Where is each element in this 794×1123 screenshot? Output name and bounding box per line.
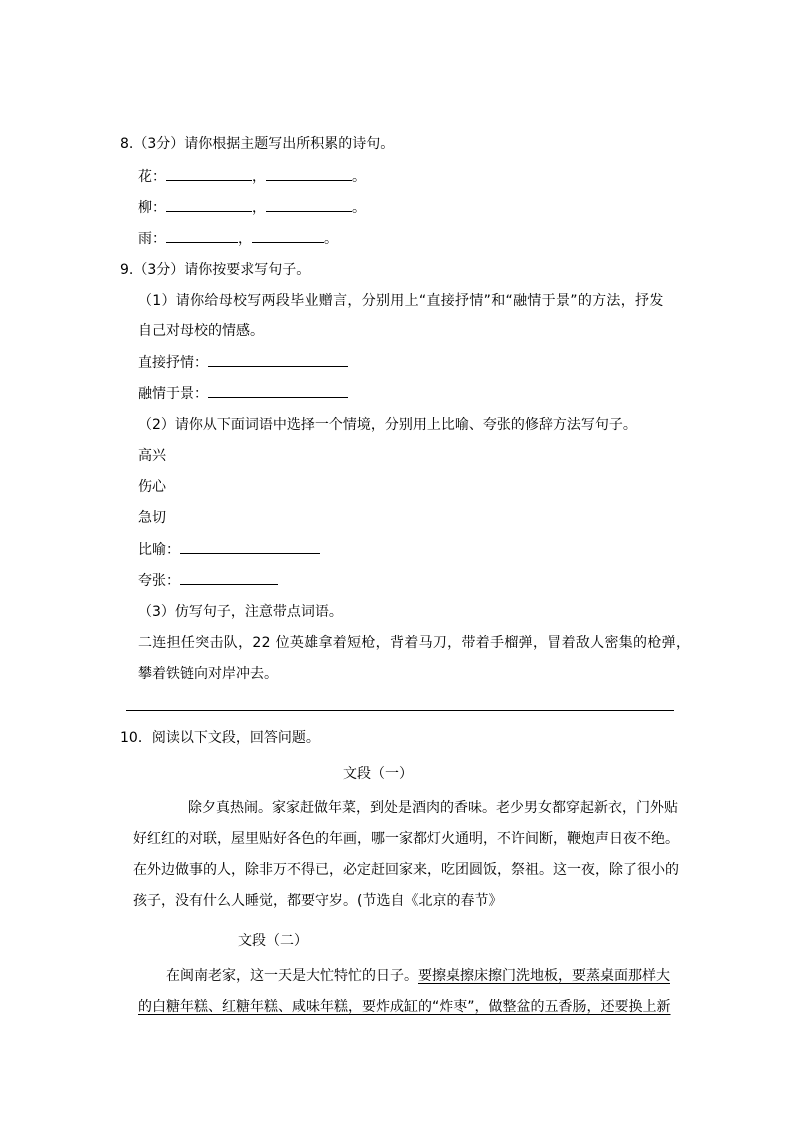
section1-line4: 孩子，没有什么人睡觉，都要守岁。(节选自《北京的春节》 [133,893,503,909]
rain-label: 雨： [138,231,166,247]
q9-part3-line: （3）仿写句子，注意带点词语。 [138,604,343,620]
direct-lyric-blank[interactable] [208,352,348,367]
period: 。 [324,231,338,247]
q8-title: 8.（3分）请你根据主题写出所积累的诗句。 [120,136,395,152]
period: 。 [352,169,366,185]
scene-lyric-blank[interactable] [208,383,348,398]
section2-line1 [166,966,670,986]
q8-willow-row [138,197,366,218]
scene-lyric-row [138,383,348,404]
metaphor-blank[interactable] [180,539,320,554]
comma: ， [252,169,266,185]
metaphor-row [138,539,320,560]
section-divider [126,710,674,711]
section1-line2: 好红红的对联，屋里贴好各色的年画，哪一家都灯火通明，不许间断，鞭炮声日夜不绝。 [133,831,679,847]
exaggerate-row [138,570,278,591]
rain-blank-2[interactable] [252,228,324,243]
word-option-3: 急切 [138,510,166,526]
word-option-1: 高兴 [138,448,166,464]
section2-title: 文段（二） [238,933,308,949]
section2-line2-underlined: 的白糖年糕、红糖年糕、咸味年糕，要炸成缸的“炸枣”，做整盆的五香肠，还要换上新 [138,999,671,1015]
q10-title: 10．阅读以下文段，回答问题。 [120,730,320,746]
direct-lyric-label: 直接抒情： [138,355,208,371]
q9-title: 9.（3分）请你按要求写句子。 [120,262,311,278]
flower-blank-1[interactable] [166,166,252,181]
willow-label: 柳： [138,200,166,216]
flower-blank-2[interactable] [266,166,352,181]
exaggerate-label: 夸张： [138,573,180,589]
q9-part2-line: （2）请你从下面词语中选择一个情境，分别用上比喻、夸张的修辞方法写句子。 [138,417,637,433]
comma: ， [238,231,252,247]
period: 。 [352,200,366,216]
sample-sentence-line2: 攀着铁链向对岸冲去。 [138,666,278,682]
section2-line1-underlined: 要擦桌擦床擦门洗地板，要蒸桌面那样大 [418,968,670,984]
willow-blank-1[interactable] [166,197,252,212]
q9-part1-line1: （1）请你给母校写两段毕业赠言，分别用上“直接抒情”和“融情于景”的方法，抒发 [138,293,664,309]
rain-blank-1[interactable] [166,228,238,243]
scene-lyric-label: 融情于景： [138,386,208,402]
section1-title: 文段（一） [343,766,413,782]
q8-rain-row [138,228,338,249]
direct-lyric-row [138,352,348,373]
willow-blank-2[interactable] [266,197,352,212]
flower-label: 花： [138,169,166,185]
exaggerate-blank[interactable] [180,570,278,585]
metaphor-label: 比喻： [138,542,180,558]
section2-line1-plain: 在闽南老家，这一天是大忙特忙的日子。 [166,968,418,984]
section1-line3: 在外边做事的人，除非万不得已，必定赶回家来，吃团圆饭，祭祖。这一夜，除了很小的 [133,862,679,878]
q9-part1-line2: 自己对母校的情感。 [138,323,264,339]
section1-line1: 除夕真热闹。家家赶做年菜，到处是酒肉的香味。老少男女都穿起新衣，门外贴 [188,800,678,816]
sample-sentence-line1: 二连担任突击队，22 位英雄拿着短枪，背着马刀，带着手榴弹，冒着敌人密集的枪弹， [138,635,691,651]
q8-flower-row [138,166,366,187]
comma: ， [252,200,266,216]
word-option-2: 伤心 [138,479,166,495]
